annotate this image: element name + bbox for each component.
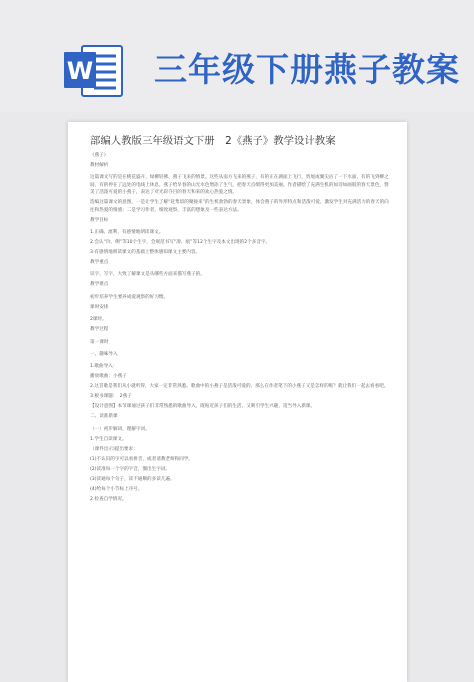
document-paragraph: 《燕子》 [90, 153, 109, 158]
document-paragraph: （一）初步解词、理解字词。 [90, 426, 150, 432]
document-paragraph: 2课时。 [90, 317, 107, 323]
document-paragraph: 3.板书课题： 2燕子 [90, 394, 132, 400]
document-paragraph: (2)读准每一个字的字音，圈出生字词。 [90, 466, 171, 472]
document-page [68, 122, 407, 682]
document-paragraph: 二、读准新课 [90, 414, 118, 420]
banner [0, 0, 474, 112]
document-paragraph: 1.歌曲导入： [90, 364, 118, 370]
document-paragraph: 第一课时 [90, 339, 109, 345]
document-title: 部编人教版三年级语文下册 2《燕子》教学设计教案 [90, 135, 336, 147]
document-paragraph: 教学难点 [90, 282, 109, 288]
document-paragraph: 教材解析 [90, 163, 109, 168]
document-paragraph: （课件出示)提出要求： [90, 446, 138, 452]
document-paragraph: 教学目标 [90, 217, 109, 223]
word-document-icon [62, 42, 124, 100]
document-paragraph: 教学过程 [90, 327, 109, 333]
document-body [90, 152, 390, 506]
document-paragraph: 1.正确、流利、有感情地朗读课文。 [90, 230, 164, 236]
document-paragraph: (3)读通每个句子，读不通顺的多读几遍。 [90, 476, 175, 482]
document-paragraph: 2.这首歌是我们从小就听得，大家一定非常熟悉。歌曲中的小燕子是活泼可爱的。那么在作者笔下的小燕子又是怎样的呢？就让我们一起去看看吧。 [90, 384, 389, 390]
page-title: 三年级下册燕子教案 [154, 50, 460, 89]
document-paragraph: 播放歌曲：小燕子 [90, 374, 127, 380]
document-paragraph: 教学重点 [90, 260, 109, 266]
document-paragraph: 1.学生自读课文。 [90, 436, 127, 442]
document-paragraph: (1)不认识的字可以看拼音，或者请教老师和同学。 [90, 456, 193, 462]
document-paragraph: 课时安排 [90, 304, 109, 310]
document-paragraph: 选编这篇课文的意图，一是让学生了解“赶集似的聚拢来”的生机勃勃的春天景象，体会燕子的外形特点和活泼可爱，激发学生对充满活力的春天的向往和热爱的情感；二是学习作者，细致观察，丰富的想象及一些表达方法。 [90, 200, 389, 213]
document-paragraph: 2.检查自学情况。 [90, 496, 127, 502]
document-paragraph: 初步培养学生要养成爱观察的好习惯。 [90, 294, 169, 300]
document-paragraph: 【设计意图】本节课通过孩子们非常熟悉的歌曲导入，既贴近孩子们的生活，又吸引学生兴趣，适当导入新课。 [90, 404, 316, 410]
document-paragraph: 这篇课文写的是在桃花盛开、绿柳轻拂、燕子飞来的情景。这些从南方飞来的燕子，有的正在湖面上飞行，剪尾或翼尖沾了一下水面，有的飞到柳之间，有的停在了远处的电线上休息。燕子给早春的山光水色增添了生气，把春天点缀得更加美丽。作者描绘了充满生机的如诗如画般的春天景色，赞美了活泼可爱的小燕子，表达了对光彩夺目的春天和来的欢心热爱之情。 [90, 175, 389, 196]
document-paragraph: 2.会认“玲、俐”等10个生字，会规范书写“凑、痕”等12个生字及本文出现的2个多音字。 [90, 240, 271, 246]
document-paragraph: (4)给每个小节标上序号。 [90, 486, 143, 492]
document-paragraph: 一、趣味导入 [90, 352, 118, 358]
word-icon-letter: W [66, 57, 94, 85]
document-paragraph: 识字、写字，大致了解课文是从哪些方面来描写燕子的。 [90, 272, 205, 278]
document-paragraph: 3.有感情地朗读课文的基础上整体感知课文主要内容。 [90, 250, 201, 256]
